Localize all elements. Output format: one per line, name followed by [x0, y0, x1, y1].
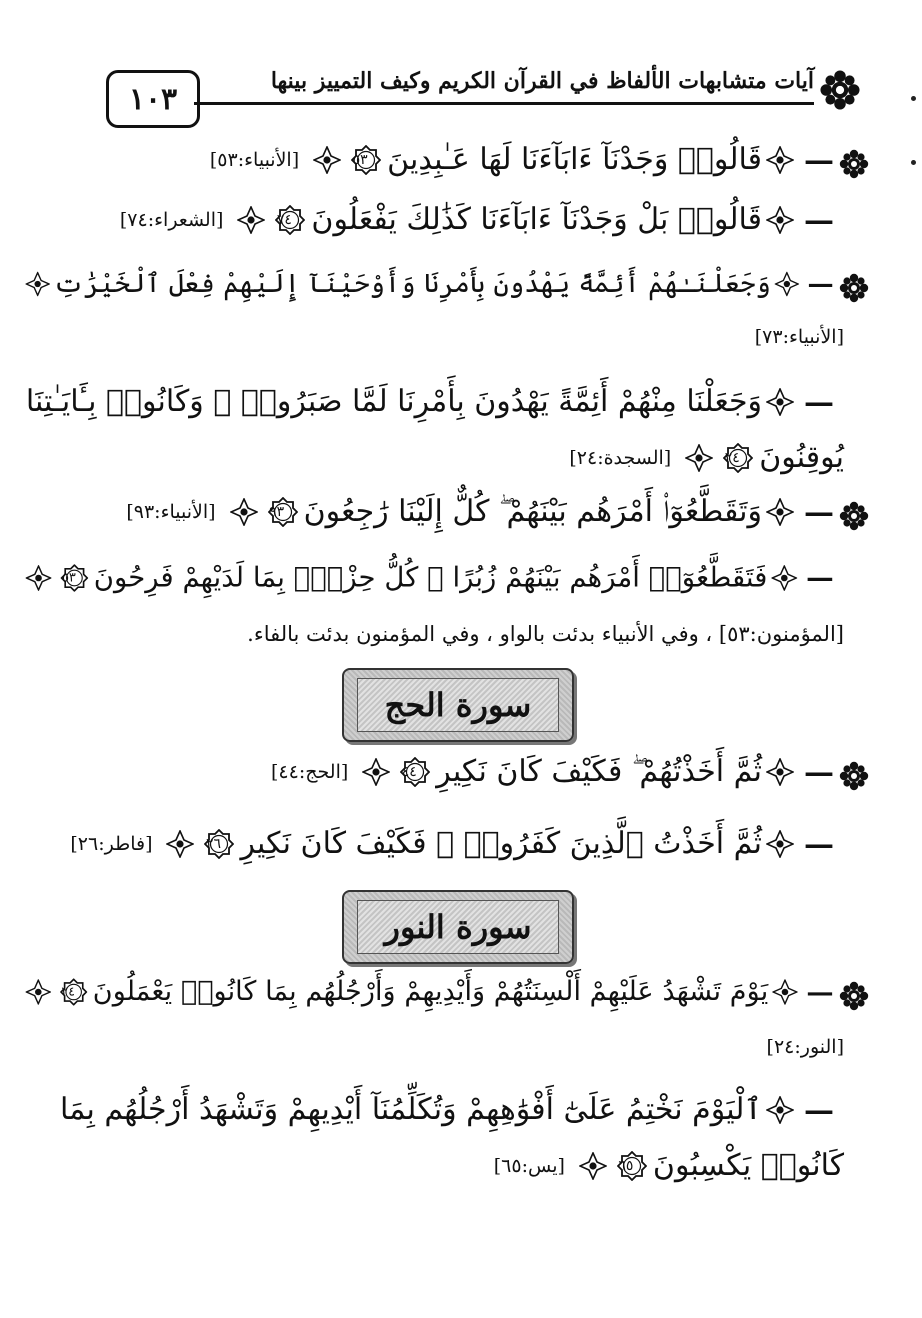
- quran-bracket-ornament-icon: [362, 758, 390, 786]
- verse-line: [22, 976, 834, 1009]
- verse-reference: [النور:٢٤]: [766, 1036, 844, 1058]
- verse-reference: [الأنبياء:٥٣]: [209, 149, 300, 171]
- ayah-number: ٢٤: [61, 984, 76, 1000]
- page-header: [100, 66, 870, 126]
- verse-text: وَتَقَطَّعُوٓا۟ أَمْرَهُم بَيْنَهُمْ ۖ كُلٌّ إِلَيْنَا رَٰجِعُونَ: [303, 494, 762, 529]
- flower-ornament-icon: [818, 68, 862, 112]
- verse-reference: [الشعراء:٧٤]: [119, 209, 224, 231]
- surah-banner-title: سورة الحج: [357, 678, 559, 732]
- quran-bracket-ornament-icon: [771, 565, 797, 591]
- quran-bracket-ornament-icon: [766, 498, 794, 526]
- verse-line: [271, 754, 834, 790]
- quran-bracket-ornament-icon: [766, 758, 794, 786]
- ayah-number: ٤٤: [401, 764, 417, 780]
- ayah-number: ٢٤: [724, 450, 740, 466]
- dash: —: [804, 754, 834, 790]
- quran-bracket-ornament-icon: [26, 565, 52, 591]
- verse-text: ثُمَّ أَخَذْتُ ٱلَّذِينَ كَفَرُوا۟ ۖ فَكَيْفَ كَانَ نَكِيرِ: [240, 826, 762, 861]
- surah-banner-noor: [342, 890, 574, 964]
- verse-text: وَجَعَلْنَا مِنْهُمْ أَئِمَّةً يَهْدُونَ بِأَمْرِنَا لَمَّا صَبَرُوا۟ ۖ وَكَانُوا۟ بِـَٔايَـٰتِنَا: [25, 384, 762, 419]
- verse-line: [26, 384, 834, 420]
- dash: —: [804, 202, 834, 238]
- quran-bracket-ornament-icon: [26, 979, 51, 1004]
- verse-line-continued: [569, 440, 844, 476]
- flower-star-icon: [838, 272, 870, 304]
- dash: —: [804, 1092, 834, 1128]
- verse-text: ٱلْيَوْمَ نَخْتِمُ عَلَىٰٓ أَفْوَٰهِهِمْ وَتُكَلِّمُنَآ أَيْدِيهِمْ وَتَشْهَدُ أَرْجُلُهُم بِمَا: [59, 1092, 762, 1127]
- margin-dot: [911, 96, 916, 101]
- verse-line: [22, 561, 834, 594]
- dash: —: [806, 561, 834, 595]
- verse-line: [22, 268, 834, 299]
- quran-bracket-ornament-icon: [237, 206, 265, 234]
- verse-text: قَالُوا۟ بَلْ وَجَدْنَآ ءَابَآءَنَا كَذَٰلِكَ يَفْعَلُونَ: [311, 202, 762, 237]
- verse-text: يَوْمَ تَشْهَدُ عَلَيْهِمْ أَلْسِنَتُهُمْ وَأَيْدِيهِمْ وَأَرْجُلُهُم بِمَا كَانُوا۟ يَعْمَلُونَ: [93, 975, 769, 1008]
- verse-text: وَجَعَلْنَـٰهُمْ أَئِمَّةً يَهْدُونَ بِأَمْرِنَا وَأَوْحَيْنَآ إِلَيْهِمْ فِعْلَ ٱلْخَيْرَٰتِ: [53, 268, 772, 299]
- flower-star-icon: [838, 760, 870, 792]
- margin-dot: [911, 160, 916, 165]
- quran-bracket-ornament-icon: [230, 498, 258, 526]
- quran-bracket-ornament-icon: [772, 979, 797, 1004]
- quran-bracket-ornament-icon: [766, 146, 794, 174]
- quran-bracket-ornament-icon: [775, 272, 799, 296]
- quran-bracket-ornament-icon: [685, 444, 713, 472]
- dash: —: [804, 494, 834, 530]
- verse-reference: [الأنبياء:٩٣]: [126, 501, 216, 523]
- verse-reference: [الأنبياء:٧٣]: [754, 326, 844, 348]
- dash: —: [806, 976, 834, 1008]
- quran-bracket-ornament-icon: [766, 388, 794, 416]
- ayah-number: ٦٥: [618, 1158, 634, 1174]
- quran-bracket-ornament-icon: [26, 272, 50, 296]
- dash: —: [804, 142, 834, 178]
- verse-line: [126, 494, 834, 530]
- verse-line-continued: [494, 1148, 844, 1184]
- ayah-number: ٥٣: [352, 152, 368, 168]
- quran-bracket-ornament-icon: [766, 1096, 794, 1124]
- verse-line: [70, 826, 834, 862]
- verse-reference: [السجدة:٢٤]: [569, 447, 672, 469]
- verse-text: كَانُوا۟ يَكْسِبُونَ: [652, 1148, 844, 1183]
- header-title: آيات متشابهات الألفاظ في القرآن الكريم وكيف التمييز بينها: [270, 68, 814, 94]
- verse-reference: [يس:٦٥]: [493, 1155, 565, 1177]
- dash: —: [807, 268, 834, 300]
- flower-star-icon: [838, 500, 870, 532]
- quran-bracket-ornament-icon: [766, 830, 794, 858]
- ayah-number: ٢٦: [205, 836, 221, 852]
- verse-text: فَتَقَطَّعُوٓا۟ أَمْرَهُم بَيْنَهُمْ زُبُرًا ۖ كُلُّ حِزْبٍۭ بِمَا لَدَيْهِمْ فَرِحُونَ: [94, 561, 768, 594]
- verse-line: [210, 142, 834, 178]
- surah-banner-hajj: [342, 668, 574, 742]
- header-rule: [194, 102, 814, 105]
- ayah-number: ٧٤: [276, 212, 292, 228]
- verse-reference: [الحج:٤٤]: [271, 761, 349, 783]
- dash: —: [804, 826, 834, 862]
- verse-reference: [فاطر:٢٦]: [70, 833, 153, 855]
- quran-bracket-ornament-icon: [766, 206, 794, 234]
- quran-bracket-ornament-icon: [313, 146, 341, 174]
- verse-line: [120, 202, 834, 238]
- verse-line: [60, 1092, 834, 1128]
- verse-text: قَالُوا۟ وَجَدْنَآ ءَابَآءَنَا لَهَا عَـٰبِدِينَ: [387, 142, 762, 177]
- explanatory-note: [المؤمنون:٥٣] ، وفي الأنبياء بدئت بالواو ، وفي المؤمنون بدئت بالفاء.: [247, 622, 844, 646]
- flower-star-icon: [838, 980, 870, 1012]
- quran-bracket-ornament-icon: [579, 1152, 607, 1180]
- verse-text: يُوقِنُونَ: [759, 440, 844, 475]
- page-number-box: [106, 70, 200, 128]
- page-number: ١٠٣: [128, 81, 178, 117]
- ayah-number: ٥٣: [62, 570, 77, 586]
- dash: —: [804, 384, 834, 420]
- ayah-number: ٩٣: [269, 504, 285, 520]
- quran-bracket-ornament-icon: [166, 830, 194, 858]
- verse-text: ثُمَّ أَخَذْتُهُمْ ۖ فَكَيْفَ كَانَ نَكِيرِ: [436, 754, 762, 789]
- surah-banner-title: سورة النور: [357, 900, 559, 954]
- flower-star-icon: [838, 148, 870, 180]
